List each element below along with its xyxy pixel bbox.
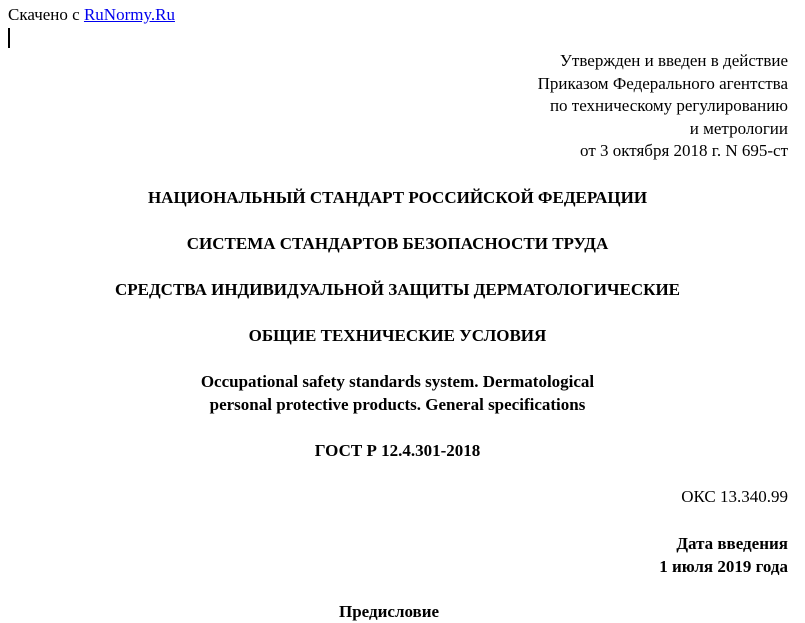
source-prefix: Скачено с xyxy=(8,5,84,24)
intro-date-label: Дата введения xyxy=(676,534,788,553)
source-line xyxy=(8,5,175,25)
approval-block xyxy=(538,50,788,163)
source-link[interactable]: RuNormy.Ru xyxy=(83,5,175,24)
approval-line: от 3 октября 2018 г. N 695-ст xyxy=(580,141,788,160)
gost-number: ГОСТ Р 12.4.301-2018 xyxy=(314,441,481,460)
english-title-line-2: personal protective products. General specifications xyxy=(209,395,586,414)
document-title: СРЕДСТВА ИНДИВИДУАЛЬНОЙ ЗАЩИТЫ ДЕРМАТОЛОГИЧЕСКИЕ xyxy=(114,280,681,299)
english-title-line-1: Occupational safety standards system. Dermatological xyxy=(200,372,595,391)
oks-code: ОКС 13.340.99 xyxy=(681,487,788,506)
preface-heading: Предисловие xyxy=(339,602,440,621)
system-heading: СИСТЕМА СТАНДАРТОВ БЕЗОПАСНОСТИ ТРУДА xyxy=(186,234,609,253)
national-standard-heading: НАЦИОНАЛЬНЫЙ СТАНДАРТ РОССИЙСКОЙ ФЕДЕРАЦИИ xyxy=(147,188,648,207)
approval-line: Приказом Федерального агентства xyxy=(537,73,788,93)
document-subtitle: ОБЩИЕ ТЕХНИЧЕСКИЕ УСЛОВИЯ xyxy=(248,326,547,345)
approval-line: по техническому регулированию xyxy=(549,96,788,115)
text-cursor xyxy=(8,28,10,48)
intro-date-value: 1 июля 2019 года xyxy=(659,557,788,576)
approval-line: и метрологии xyxy=(689,118,788,138)
approval-line: Утвержден и введен в действие xyxy=(559,51,788,70)
